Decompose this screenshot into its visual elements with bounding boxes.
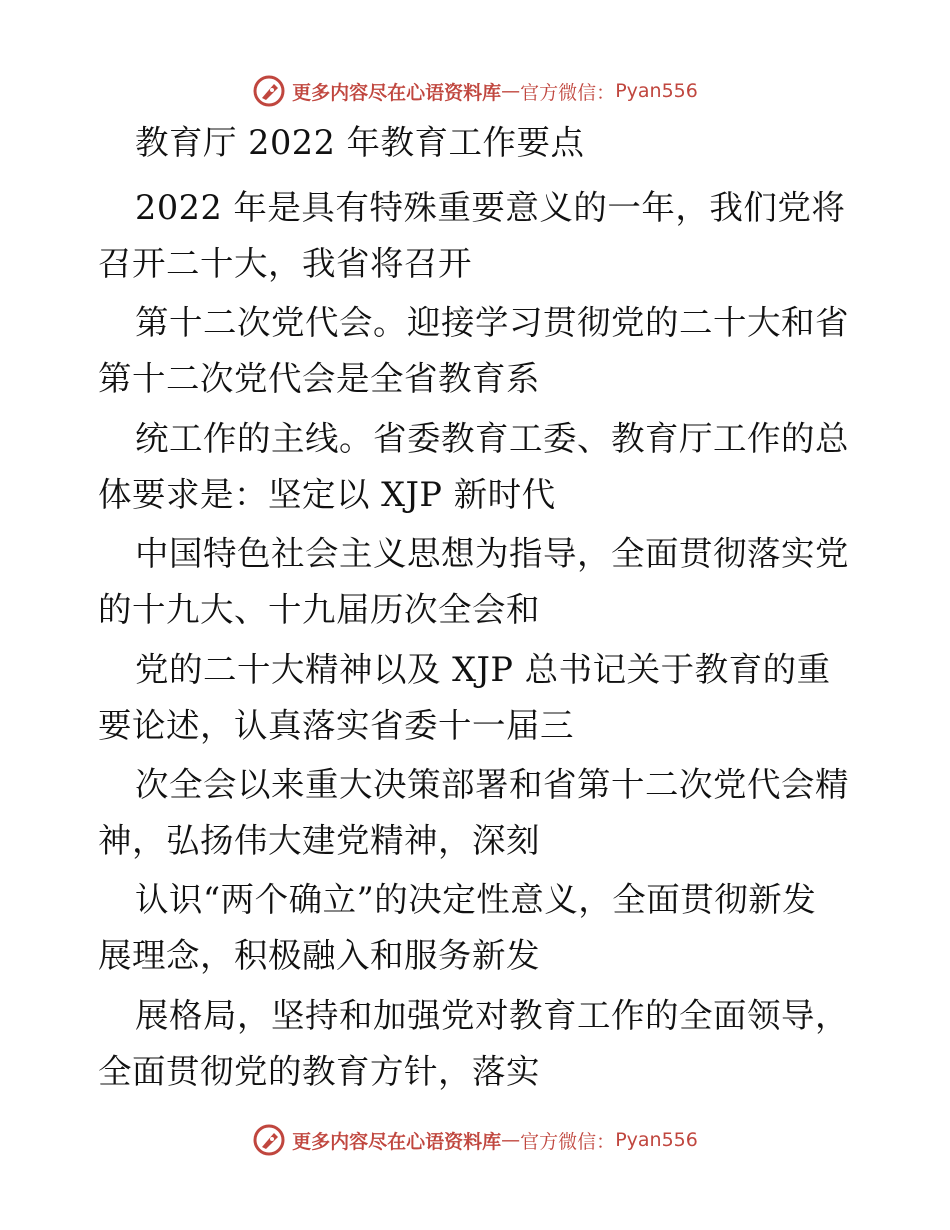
document-title: 教育厅 2022 年教育工作要点: [135, 123, 585, 162]
banner-title: 更多内容尽在心语资料库: [292, 81, 502, 104]
paragraph-line: 展理念，积极融入和服务新发: [98, 936, 540, 975]
paragraph-line: 中国特色社会主义思想为指导，全面贯彻落实党: [135, 534, 849, 573]
paragraph-line: 要论述，认真落实省委十一届三: [98, 706, 574, 745]
footer-banner: [0, 1120, 950, 1160]
paragraph-line: 认识“两个确立”的决定性意义，全面贯彻新发: [135, 880, 817, 919]
paragraph-line: 第十二次党代会是全省教育系: [98, 359, 540, 398]
banner-dash: —: [501, 80, 521, 102]
paragraph-line: 党的二十大精神以及 XJP 总书记关于教育的重: [135, 650, 831, 689]
paragraph-line: 的十九大、十九届历次全会和: [98, 590, 540, 629]
banner-official-label: 官方微信：: [520, 1130, 616, 1153]
header-banner: [0, 71, 950, 111]
paragraph-line: 次全会以来重大决策部署和省第十二次党代会精: [135, 765, 849, 804]
banner-wechat-id: Pyan556: [615, 80, 698, 102]
paragraph-line: 神，弘扬伟大建党精神，深刻: [98, 821, 540, 860]
paragraph-line: 展格局，坚持和加强党对教育工作的全面领导，: [135, 996, 849, 1035]
paragraph-line: 2022 年是具有特殊重要意义的一年，我们党将: [135, 188, 846, 227]
paragraph-line: 体要求是：坚定以 XJP 新时代: [98, 475, 556, 514]
banner-official-label: 官方微信：: [520, 81, 616, 104]
pen-nib-logo-icon: [252, 74, 286, 108]
pen-nib-logo-icon: [252, 1123, 286, 1157]
paragraph-line: 统工作的主线。省委教育工委、教育厅工作的总: [135, 419, 849, 458]
paragraph-line: 召开二十大，我省将召开: [98, 244, 472, 283]
banner-wechat-id: Pyan556: [615, 1129, 698, 1151]
paragraph-line: 全面贯彻党的教育方针，落实: [98, 1052, 540, 1091]
paragraph-line: 第十二次党代会。迎接学习贯彻党的二十大和省: [135, 303, 849, 342]
banner-title: 更多内容尽在心语资料库: [292, 1130, 502, 1153]
banner-dash: —: [501, 1129, 521, 1151]
